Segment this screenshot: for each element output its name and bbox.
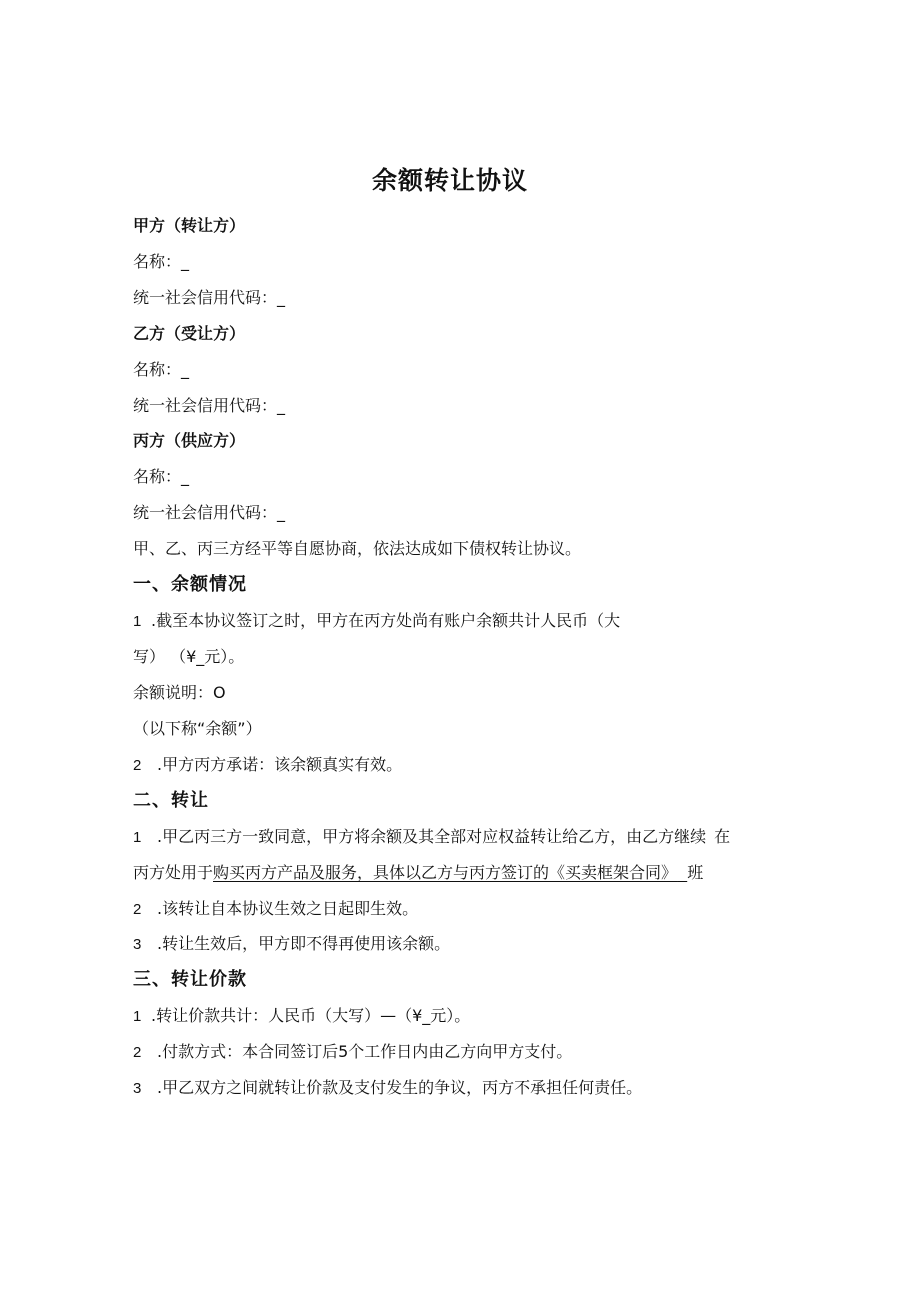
party-b-heading: 乙方（受让方）	[133, 324, 246, 343]
underlined-contract-text: 购买丙方产品及服务，具体以乙方与丙方签订的《买卖框架合同》	[213, 863, 678, 882]
section1-heading: 一、余额情况	[133, 574, 247, 595]
section3-item1	[133, 1005, 470, 1028]
section3-item3	[133, 1077, 642, 1100]
item-text-end: 班	[687, 863, 704, 882]
balance-note: 余额说明：O	[133, 683, 226, 702]
item-text: .转让生效后，甲方即不得再使用该余额。	[157, 934, 451, 953]
party-a-name: 名称：_	[133, 252, 190, 271]
item-text: .甲方丙方承诺：该余额真实有效。	[157, 755, 403, 774]
item-text: .该转让自本协议生效之日起即生效。	[157, 899, 419, 918]
section3-heading: 三、转让价款	[133, 969, 247, 990]
item-number: 2	[133, 901, 142, 918]
party-c-code: 统一社会信用代码：_	[133, 503, 286, 522]
section1-item1-line2: 写） （¥_元）。	[133, 647, 245, 666]
party-a-heading: 甲方（转让方）	[133, 216, 246, 235]
party-a-code: 统一社会信用代码：_	[133, 288, 286, 307]
party-c-name: 名称：_	[133, 467, 190, 486]
party-c-heading: 丙方（供应方）	[133, 431, 246, 450]
party-b-code: 统一社会信用代码：_	[133, 396, 286, 415]
balance-alias: （以下称“余额”）	[133, 719, 262, 738]
section2-item2	[133, 898, 418, 921]
section1-item2	[133, 754, 402, 777]
item-number: 3	[133, 936, 142, 953]
item-text-end: 在	[714, 827, 731, 846]
section3-item2	[133, 1041, 572, 1064]
item-number: 2	[133, 1044, 142, 1061]
item-number: 3	[133, 1080, 142, 1097]
document-title: 余额转让协议	[371, 166, 528, 195]
section1-item1-line1	[133, 610, 620, 633]
intro-paragraph: 甲、乙、丙三方经平等自愿协商，依法达成如下债权转让协议。	[133, 539, 582, 558]
item-number: 1	[133, 613, 142, 630]
section2-item1-line2	[133, 862, 703, 884]
item-text: .截至本协议签订之时，甲方在丙方处尚有账户余额共计人民币（大	[151, 611, 621, 630]
section2-item3	[133, 933, 450, 956]
item-text: 丙方处用于	[133, 863, 214, 882]
item-text: .付款方式：本合同签订后5个工作日内由乙方向甲方支付。	[157, 1042, 573, 1061]
party-b-name: 名称：_	[133, 360, 190, 379]
item-text: .甲乙双方之间就转让价款及支付发生的争议，丙方不承担任何责任。	[157, 1078, 643, 1097]
item-text: .转让价款共计：人民币（大写）—（¥_元）。	[151, 1006, 471, 1025]
item-number: 1	[133, 829, 142, 846]
item-text: .甲乙丙三方一致同意，甲方将余额及其全部对应权益转让给乙方，由乙方继续	[157, 827, 707, 846]
section2-item1-line1	[133, 826, 730, 849]
item-number: 1	[133, 1008, 142, 1025]
section2-heading: 二、转让	[133, 790, 209, 811]
item-number: 2	[133, 757, 142, 774]
